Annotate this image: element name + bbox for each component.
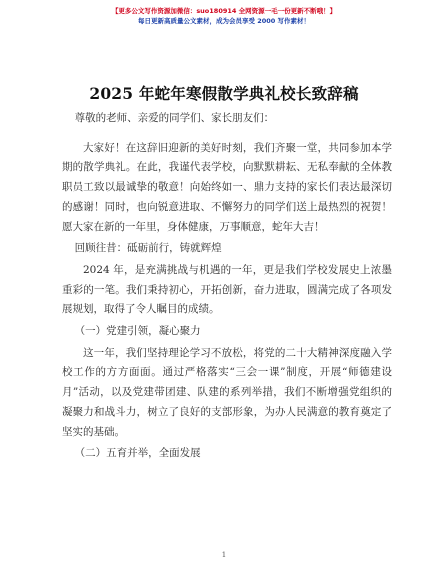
document-body — [62, 109, 392, 464]
paragraph-review: 2024 年，是充满挑战与机遇的一年，更是我们学校发展史上浓墨重彩的一笔。我们秉持初心，开拓创新，奋力进取，圆满完成了各项发展规划，取得了令人瞩目的成绩。 — [62, 263, 392, 316]
promo-banner-line-1: 【更多公文写作资源加微信：suo180914 全网资源一毛一份更新不断哦！】 — [111, 7, 337, 15]
section-heading: 回顾往昔：砥砺前行，铸就辉煌 — [74, 242, 222, 255]
paragraph-party-building: 这一年，我们坚持理论学习不放松，将党的二十大精神深度融入学校工作的方方面面。通过严格落实“三会一课”制度，开展“师德建设月”活动，以及党建带团建、队建的系列举措，我们不断增强党组织的凝聚力和战斗力，树立了良好的支部形象，为办人民满意的教育奠定了坚实的基础。 — [62, 346, 392, 438]
promo-banner-line-2: 每日更新高质量公文素材，成为会员享受 2000 写作素材！ — [137, 17, 311, 25]
subheading-party-building: （一）党建引领，凝心聚力 — [74, 325, 201, 338]
greeting: 尊敬的老师、亲爱的同学们、家长朋友们： — [74, 112, 275, 124]
promo-banner — [0, 6, 448, 26]
document-title: 2025 年蛇年寒假散学典礼校长致辞稿 — [89, 84, 359, 103]
page-number: 1 — [221, 551, 227, 559]
paragraph-opening: 大家好！在这辞旧迎新的美好时刻，我们齐聚一堂，共同参加本学期的散学典礼。在此，我谨代表学校，向默默耕耘、无私奉献的全体教职员工致以最诚挚的敬意！向始终如一、鼎力支持的家长们表达最深切的感谢！同时，也向锐意进取、不懈努力的同学们送上最热烈的祝贺！愿大家在新的一年里，身体健康，万事顺意，蛇年大吉！ — [62, 141, 392, 233]
subheading-five-education: （二）五育并举，全面发展 — [74, 447, 201, 460]
